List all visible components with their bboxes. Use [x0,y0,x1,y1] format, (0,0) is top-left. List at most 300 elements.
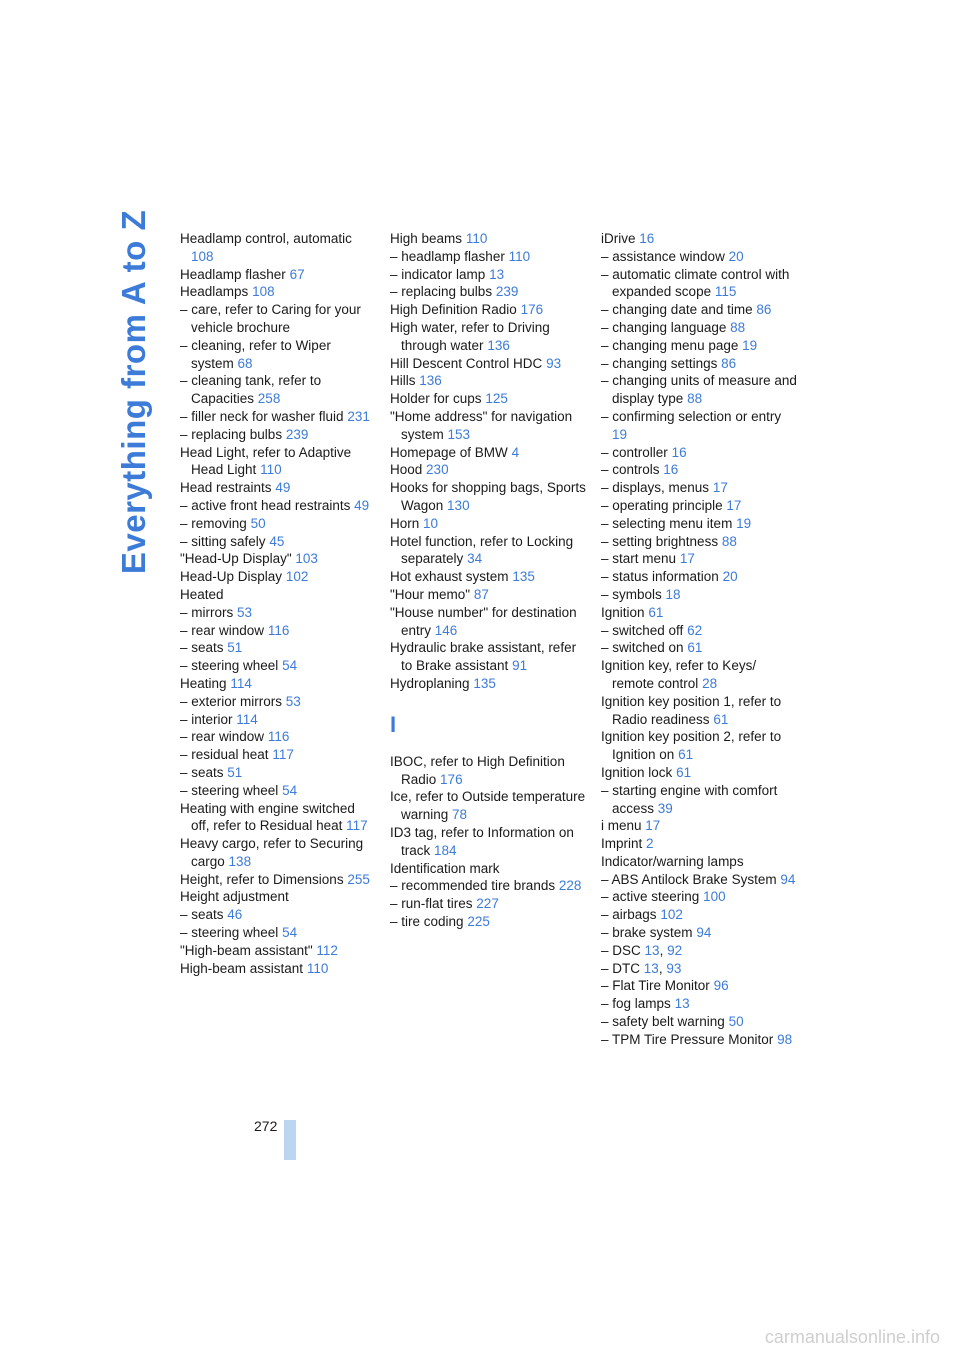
page-reference-link[interactable]: 102 [660,907,683,923]
index-term: High-beam assistant [180,960,304,976]
index-term: – starting engine with comfort access [601,782,778,816]
page-reference-link[interactable]: 135 [512,569,535,585]
page-reference-link[interactable]: 49 [354,497,370,513]
page-reference-link[interactable]: 116 [267,729,290,745]
index-entry [180,764,376,782]
page-reference-link[interactable]: 100 [703,889,726,905]
index-term: – symbols [601,586,662,602]
page-reference-link[interactable]: 93 [546,355,562,371]
index-term: High Definition Radio [390,302,517,318]
page-reference-link[interactable]: 146 [434,622,458,638]
index-entry [601,924,797,942]
index-term: – automatic climate control with expanded scope [601,266,790,300]
index-column-1 [180,230,376,977]
index-entry [601,515,797,533]
index-entry [390,788,586,824]
page-reference-link[interactable]: 39 [657,800,673,816]
index-term: – replacing bulbs [390,284,493,300]
page-reference-link[interactable]: 115 [714,284,737,300]
page-reference-link[interactable]: 138 [228,853,252,869]
index-entry [180,479,376,497]
page-reference-link[interactable]: 176 [440,771,463,787]
page-reference-link[interactable]: 116 [267,622,290,638]
page-reference-link[interactable]: 17 [712,480,728,496]
index-entry [390,372,586,390]
index-term: "Hour memo" [390,586,471,602]
index-entry [180,426,376,444]
index-term: – changing menu page [601,337,739,353]
index-entry [601,586,797,604]
index-entry [601,995,797,1013]
index-entry [390,824,586,860]
index-entry [601,479,797,497]
page-reference-link[interactable]: 93 [666,960,682,976]
index-term: – changing language [601,319,727,335]
page-reference-link[interactable]: 88 [721,533,737,549]
page-reference-link[interactable]: 54 [282,925,298,941]
index-term: Heavy cargo, refer to Securing cargo [180,836,364,869]
page-reference-link[interactable]: 45 [269,533,285,549]
index-entry: – DSC 13, 92 [601,942,683,958]
page-reference-link[interactable]: 67 [289,266,305,282]
page-reference-link[interactable]: 54 [282,782,298,798]
page-reference-link[interactable]: 108 [191,248,214,264]
index-entry [180,835,376,871]
index-term: Identification mark [390,860,500,876]
index-term: – controls [601,462,660,478]
index-entry [601,817,797,835]
page-reference-link[interactable]: 20 [728,248,744,264]
page-reference-link[interactable]: 13 [674,996,690,1012]
index-entry [390,319,586,355]
index-term: – interior [180,711,233,727]
page-reference-link[interactable]: 61 [648,604,664,620]
index-entry [601,1031,797,1049]
index-term: – mirrors [180,604,234,620]
watermark: carmanualsonline.info [764,1327,940,1347]
index-term: Ignition key position 2, refer to Ignition on [601,729,782,763]
index-column-3 [601,230,797,1049]
page-reference-link[interactable]: 19 [736,515,752,531]
index-entry [390,639,586,675]
index-term: – exterior mirrors [180,693,283,709]
index-entry [180,408,376,426]
page-reference-link[interactable]: 10 [423,515,439,531]
index-entry [180,746,376,764]
index-entry [601,728,797,764]
index-entry [180,283,376,301]
index-entry [180,372,376,408]
page-reference-link[interactable]: 110 [508,248,531,264]
page-reference-link[interactable]: 110 [260,462,282,478]
index-entry [601,337,797,355]
index-term: – headlamp flasher [390,248,505,264]
index-term: Head-Up Display [180,569,283,585]
page-reference-link[interactable]: 61 [713,711,729,727]
index-term: – changing settings [601,355,718,371]
index-entry [180,444,376,480]
section-letter: I [390,711,397,737]
index-term: Heated [180,586,224,602]
index-term: Homepage of BMW [390,444,508,460]
index-term: i menu [601,818,642,834]
index-column-2 [390,230,586,931]
index-term: Ice, refer to Outside temperature warning [390,789,586,823]
index-term: – switched on [601,640,684,656]
page-reference-link[interactable]: 231 [347,408,370,424]
index-entry [180,711,376,729]
page-reference-link[interactable]: 114 [236,711,258,727]
index-entry [180,639,376,657]
index-term: – active front head restraints [180,497,351,513]
page-reference-link[interactable]: 227 [476,896,499,912]
index-entry [390,301,586,319]
page-reference-link[interactable]: 228 [558,878,582,894]
index-term: – TPM Tire Pressure Monitor [601,1031,774,1047]
index-entry [180,906,376,924]
page-reference-link[interactable]: 91 [512,658,528,674]
index-entry [390,515,586,533]
index-entry [180,871,376,889]
index-entry [180,942,376,960]
index-entry [601,853,797,871]
index-term: iDrive [601,231,636,246]
index-entry [601,230,797,248]
index-entry [180,693,376,711]
index-term: "High-beam assistant" [180,942,313,958]
page-reference-link[interactable]: 117 [272,747,294,763]
page-reference-link[interactable]: 114 [230,675,252,691]
index-term: – displays, menus [601,480,710,496]
index-term: Headlamps [180,284,249,300]
index-entry [390,877,586,895]
index-term: Hotel function, refer to Locking separately [390,533,574,567]
index-term: Hydraulic brake assistant, refer to Brake assistant [390,640,577,674]
index-entry [180,622,376,640]
page-reference-link[interactable]: 86 [721,355,737,371]
page-reference-link[interactable]: 108 [252,284,275,300]
index-entry [601,657,797,693]
index-entry [601,372,797,408]
page-reference-link[interactable]: 53 [285,693,301,709]
page-reference-link[interactable]: 16 [663,462,679,478]
index-term: – confirming selection or entry [601,408,782,424]
page-reference-link[interactable]: 184 [434,842,457,858]
index-term: – replacing bulbs [180,426,283,442]
index-term: – Flat Tire Monitor [601,978,710,994]
page-reference-link[interactable]: 88 [687,391,703,407]
index-entry [390,479,586,515]
page-reference-link[interactable]: 51 [227,640,243,656]
index-term: – seats [180,907,224,923]
index-term: Heating [180,675,227,691]
page-reference-link[interactable]: 153 [447,426,471,442]
index-entry [601,782,797,818]
index-entry [601,764,797,782]
page-reference-link[interactable]: 239 [495,284,519,300]
page-reference-link[interactable]: 255 [347,871,370,887]
index-term: – tire coding [390,913,464,929]
page-reference-link[interactable]: 20 [722,569,738,585]
page-reference-link[interactable]: 46 [227,907,243,923]
page-reference-link[interactable]: 50 [250,515,266,531]
index-entry [180,657,376,675]
index-term: IBOC, refer to High Definition Radio [390,753,565,787]
index-term: – assistance window [601,248,725,264]
index-term: – fog lamps [601,996,671,1012]
page-reference-link[interactable]: 28 [702,675,718,691]
index-entry [601,871,797,889]
index-term: Ignition key, refer to Keys/ remote control [601,658,757,691]
index-term: – selecting menu item [601,515,733,531]
page-reference-link[interactable]: 110 [306,960,329,976]
page-reference-link[interactable]: 17 [726,497,742,513]
index-term: – operating principle [601,497,723,513]
index-term: – cleaning tank, refer to Capacities [180,373,322,407]
page-reference-link[interactable]: 51 [227,764,243,780]
page-reference-link[interactable]: 135 [473,675,496,691]
index-term: Hill Descent Control HDC [390,355,543,371]
page-reference-link[interactable]: 112 [316,942,338,958]
page-reference-link[interactable]: 86 [756,302,772,318]
page-reference-link[interactable]: 16 [639,231,655,246]
page-reference-link[interactable]: 176 [520,302,544,318]
index-term: – steering wheel [180,782,279,798]
page-reference-link[interactable]: 110 [465,231,488,246]
index-term: – indicator lamp [390,266,486,282]
index-entry [180,586,376,604]
index-term: – residual heat [180,747,269,763]
page-reference-link[interactable]: 87 [473,586,489,602]
index-entry [390,604,586,640]
page-reference-link[interactable]: 16 [671,444,687,460]
index-term: Heating with engine switched off, refer to Residual heat [180,800,355,834]
side-chapter-title [112,209,156,575]
page-reference-link[interactable]: 19 [612,426,628,442]
index-term: – sitting safely [180,533,266,549]
index-entry [180,604,376,622]
index-entry [180,568,376,586]
index-entry [601,266,797,302]
index-entry [180,533,376,551]
index-term: – controller [601,444,668,460]
index-term: Hooks for shopping bags, Sports Wagon [390,480,586,513]
index-entry [390,753,586,789]
page-reference-link[interactable]: 98 [777,1031,793,1047]
page-reference-link[interactable]: 136 [487,337,510,353]
index-term: Headlamp control, automatic [180,231,352,246]
index-term: Horn [390,515,420,531]
index-entry [390,461,586,479]
index-entry [180,728,376,746]
page-reference-link[interactable]: 13 [643,960,659,976]
index-entry [180,515,376,533]
index-term: – steering wheel [180,925,279,941]
index-term: – setting brightness [601,533,719,549]
index-term: – active steering [601,889,700,905]
index-entry [180,301,376,337]
index-term: Height, refer to Dimensions [180,871,344,887]
index-term: – ABS Antilock Brake System [601,871,777,887]
index-term: – removing [180,515,247,531]
page-reference-link[interactable]: 230 [426,462,449,478]
page-reference-link[interactable]: 34 [467,551,483,567]
index-term: Ignition lock [601,764,673,780]
index-term: – rear window [180,622,265,638]
page-reference-link[interactable]: 19 [742,337,758,353]
page-reference-link[interactable]: 2 [646,836,654,852]
index-entry [601,693,797,729]
page-reference-link[interactable]: 239 [285,426,309,442]
page-reference-link[interactable]: 62 [687,622,703,638]
index-term: – run-flat tires [390,896,473,912]
index-entry [601,622,797,640]
index-entry [601,1013,797,1031]
page-reference-link[interactable]: 4 [511,444,520,460]
page-reference-link[interactable]: 94 [696,925,712,941]
index-term: – switched off [601,622,684,638]
index-term: – brake system [601,925,693,941]
page-reference-link[interactable]: 17 [645,818,661,834]
page-reference-link[interactable]: 78 [452,807,468,823]
index-term: Hood [390,462,423,478]
page-reference-link[interactable]: 13 [644,942,660,958]
index-term: Height adjustment [180,889,289,905]
index-entry [390,355,586,373]
page-edge-marker [284,1120,296,1160]
side-chapter-title-text: Everything from A to Z [115,209,152,575]
page-reference-link[interactable]: 61 [678,747,694,763]
index-entry [601,461,797,479]
page-reference-link[interactable]: 13 [489,266,505,282]
index-entry [390,266,586,284]
index-entry [180,675,376,693]
index-term: – DSC [601,942,641,958]
index-entry [180,924,376,942]
index-entry [180,888,376,906]
index-term: "Home address" for navigation system [390,408,573,442]
page-reference-link[interactable]: 54 [282,658,298,674]
page-reference-link[interactable]: 68 [237,355,253,371]
index-term: High water, refer to Driving through water [390,319,550,353]
page-reference-link[interactable]: 88 [730,319,746,335]
page-reference-link[interactable]: 50 [728,1014,744,1030]
page-reference-link[interactable]: 225 [467,913,490,929]
index-entry [601,604,797,622]
index-term: – filler neck for washer fluid [180,408,344,424]
index-term: – changing date and time [601,302,753,318]
index-term: Headlamp flasher [180,266,286,282]
page-reference-link[interactable]: 92 [667,942,683,958]
index-entry [601,355,797,373]
index-entry [601,301,797,319]
index-entry [390,230,586,248]
page-reference-link[interactable]: 17 [679,551,695,567]
index-entry [601,248,797,266]
index-entry [390,248,586,266]
page-reference-link[interactable]: 130 [447,497,470,513]
index-entry [601,888,797,906]
index-entry [601,497,797,515]
index-entry [601,408,797,444]
page-reference-link[interactable]: 96 [713,978,729,994]
index-entry [180,960,376,978]
page-reference-link[interactable]: 94 [780,871,796,887]
page-reference-link[interactable]: 53 [237,604,253,620]
page-number: 272 [254,1118,278,1134]
index-entry [390,860,586,878]
index-term: – status information [601,569,719,585]
index-term: Holder for cups [390,391,482,407]
index-entry: – DTC 13, 93 [601,960,682,976]
index-entry [390,895,586,913]
index-term: Hydroplaning [390,675,470,691]
index-entry [601,550,797,568]
index-term: – safety belt warning [601,1014,725,1030]
index-entry [390,913,586,931]
index-term: – airbags [601,907,657,923]
page-reference-link[interactable]: 61 [687,640,703,656]
index-entry [601,533,797,551]
index-entry [180,337,376,373]
index-entry [390,444,586,462]
index-term: ID3 tag, refer to Information on track [390,824,574,858]
index-entry [390,390,586,408]
page-reference-link[interactable]: 125 [485,391,508,407]
page-reference-link[interactable]: 258 [257,391,281,407]
index-term: "Head-Up Display" [180,551,292,567]
page-reference-link[interactable]: 117 [346,818,368,834]
index-term: – start menu [601,551,677,567]
index-entry [390,408,586,444]
index-term: – recommended tire brands [390,878,556,894]
index-entry [601,568,797,586]
index-term: – seats [180,764,224,780]
page-reference-link[interactable]: 103 [295,551,318,567]
index-term: Ignition [601,604,645,620]
index-entry [601,835,797,853]
index-entry [180,497,376,515]
page-reference-link[interactable]: 136 [419,373,442,389]
index-term: – changing units of measure and display type [601,373,797,407]
index-entry [180,230,376,266]
index-term: Hills [390,373,416,389]
index-term: – care, refer to Caring for your vehicle brochure [180,302,361,335]
page-reference-link[interactable]: 102 [285,569,309,585]
index-term: – rear window [180,729,265,745]
index-term: High beams [390,231,463,246]
index-entry [390,533,586,569]
index-entry [390,586,586,604]
page-reference-link[interactable]: 18 [665,586,681,602]
index-entry [390,283,586,301]
index-entry [180,266,376,284]
index-term: Hot exhaust system [390,569,509,585]
page-reference-link[interactable]: 49 [275,480,291,496]
page-reference-link[interactable]: 61 [676,764,692,780]
index-term: – steering wheel [180,658,279,674]
index-entry [180,800,376,836]
index-term: "House number" for destination entry [390,604,577,638]
index-term: Head restraints [180,480,272,496]
index-term: – DTC [601,960,641,976]
index-term: Ignition key position 1, refer to Radio readiness [601,693,782,727]
index-entry [601,319,797,337]
index-entry [601,977,797,995]
index-term: – seats [180,640,224,656]
index-entry [180,782,376,800]
index-term: – cleaning, refer to Wiper system [180,337,331,371]
